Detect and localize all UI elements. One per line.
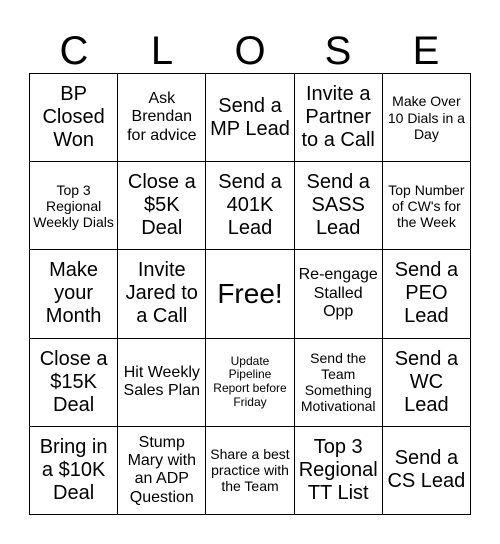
- cell-text: Make Over 10 Dials in a Day: [387, 93, 465, 142]
- bingo-board: [29, 73, 471, 515]
- bingo-cell-r4c2[interactable]: [118, 339, 205, 426]
- cell-text: Send the Team Something Motivational: [300, 350, 376, 415]
- bingo-cell-r2c5[interactable]: [383, 162, 470, 249]
- header-letter-s: S: [324, 29, 352, 73]
- cell-text: BP Closed Won: [42, 83, 105, 152]
- cell-text: Invite a Partner to a Call: [301, 83, 375, 152]
- cell-text: Bring in a $10K Deal: [39, 435, 108, 504]
- cell-text: Send a WC Lead: [394, 347, 459, 416]
- free-space-text: Free!: [217, 277, 283, 309]
- cell-text: Hit Weekly Sales Plan: [123, 363, 201, 400]
- bingo-cell-r4c3[interactable]: [206, 339, 293, 426]
- bingo-cell-r2c1[interactable]: [30, 162, 117, 249]
- bingo-cell-r1c2[interactable]: [118, 74, 205, 161]
- bingo-cell-r3c4[interactable]: [295, 250, 382, 337]
- cell-text: Send a CS Lead: [387, 447, 466, 493]
- header-letter-e: E: [412, 29, 440, 73]
- cell-text: Send a PEO Lead: [394, 259, 459, 328]
- header-letter-o: O: [234, 29, 266, 73]
- bingo-cell-r1c4[interactable]: [295, 74, 382, 161]
- bingo-cell-r3c1[interactable]: [30, 250, 117, 337]
- cell-text: Send a MP Lead: [210, 94, 290, 140]
- bingo-cell-r4c4[interactable]: [295, 339, 382, 426]
- bingo-cell-r3c5[interactable]: [383, 250, 470, 337]
- bingo-cell-r2c4[interactable]: [295, 162, 382, 249]
- bingo-cell-r5c1[interactable]: [30, 427, 117, 514]
- bingo-cell-r4c5[interactable]: [383, 339, 470, 426]
- cell-text: Share a best practice with the Team: [210, 446, 290, 495]
- cell-text: Send a 401K Lead: [218, 171, 282, 240]
- bingo-cell-r5c3[interactable]: [206, 427, 293, 514]
- cell-text: Send a SASS Lead: [306, 171, 370, 240]
- cell-text: Update Pipeline Report before Friday: [213, 353, 287, 409]
- cell-text: Top Number of CW's for the Week: [388, 181, 465, 230]
- bingo-cell-r2c3[interactable]: [206, 162, 293, 249]
- bingo-cell-r5c5[interactable]: [383, 427, 470, 514]
- cell-text: Stump Mary with an ADP Question: [127, 433, 197, 506]
- cell-text: Ask Brendan for advice: [127, 90, 197, 144]
- bingo-header: [30, 28, 470, 74]
- bingo-cell-r5c4[interactable]: [295, 427, 382, 514]
- bingo-cell-r2c2[interactable]: [118, 162, 205, 249]
- bingo-cell-free[interactable]: [206, 250, 293, 337]
- cell-text: Close a $5K Deal: [127, 171, 196, 240]
- bingo-cell-r3c2[interactable]: [118, 250, 205, 337]
- cell-text: Top 3 Regional TT List: [298, 435, 378, 504]
- cell-text: Invite Jared to a Call: [125, 259, 198, 328]
- bingo-cell-r1c5[interactable]: [383, 74, 470, 161]
- bingo-cell-r1c3[interactable]: [206, 74, 293, 161]
- bingo-cell-r5c2[interactable]: [118, 427, 205, 514]
- bingo-cell-r1c1[interactable]: [30, 74, 117, 161]
- cell-text: Close a $15K Deal: [39, 347, 108, 416]
- header-letter-c: C: [59, 29, 89, 73]
- cell-text: Make your Month: [45, 259, 102, 328]
- cell-text: Top 3 Regional Weekly Dials: [33, 181, 114, 230]
- header-letter-l: L: [150, 29, 174, 73]
- cell-text: Re-engage Stalled Opp: [298, 266, 378, 321]
- bingo-cell-r4c1[interactable]: [30, 339, 117, 426]
